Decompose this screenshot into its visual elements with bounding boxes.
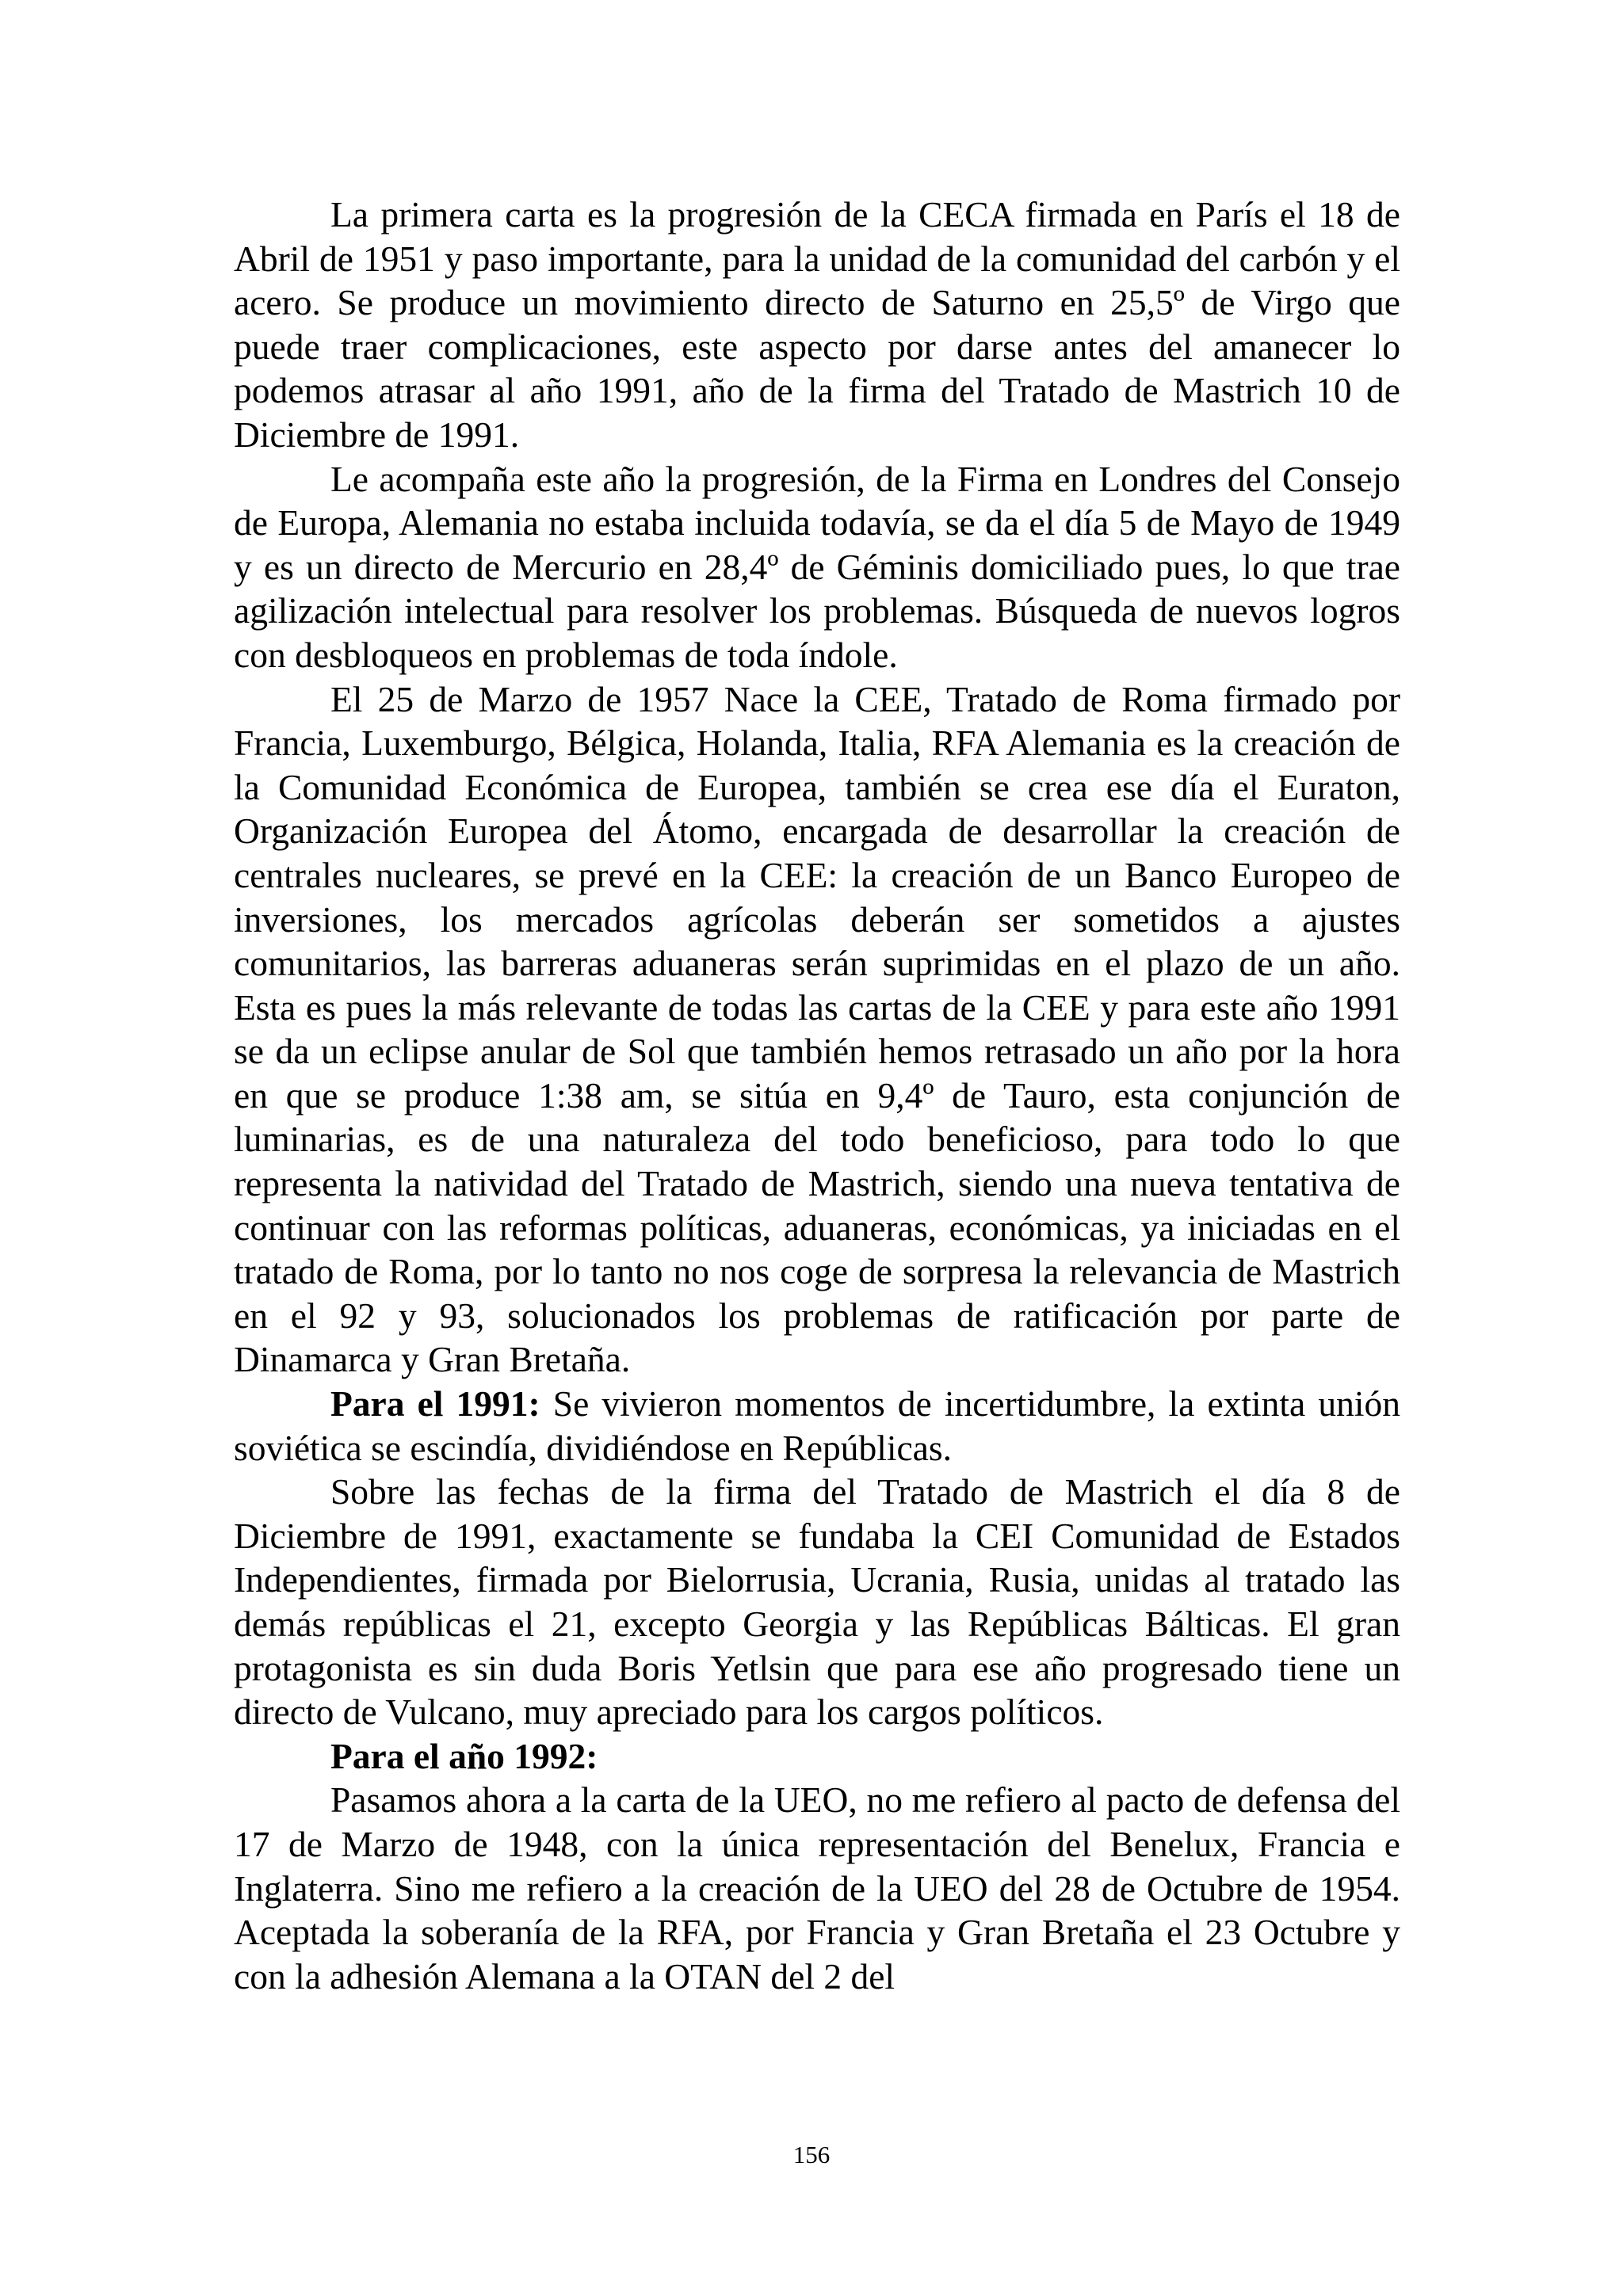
page-number: 156 [792,2141,831,2168]
paragraph-consejo-europa [234,457,1400,677]
paragraph-1991 [234,1382,1400,1470]
paragraph-ceca [234,193,1400,457]
paragraph-text: Pasamos ahora a la carta de la UEO, no me refiero al pacto de defensa del 17 de Marzo de 1948, con la única representación del Benelux, Francia e Inglaterra. Sino me refiero a la creación de la UEO del 28 de Octubre de 1954. Aceptada la soberanía de la RFA, por Francia y Gran Bretaña el 23 Octubre y con la adhesión Alemana a la OTAN del 2 del [234,1779,1400,1997]
paragraph-ueo [234,1778,1400,1998]
paragraph-text: Sobre las fechas de la firma del Tratado de Mastrich el día 8 de Diciembre de 1991, exactamente se fundaba la CEI Comunidad de Estados Independientes, firmada por Bielorrusia, Ucrania, Rusia, unidas al tratado las demás repúblicas el 21, excepto Georgia y las Repúblicas Bálticas. El gran protagonista es sin duda Boris Yetlsin que para ese año progresado tiene un directo de Vulcano, muy apreciado para los cargos políticos. [234,1471,1400,1733]
section-heading-1991: Para el 1991: [330,1383,540,1425]
paragraph-text: Se vivieron momentos de incertidumbre, la extinta unión soviética se escindía, dividiéndose en Repúblicas. [234,1383,1400,1468]
paragraph-text: La primera carta es la progresión de la CECA firmada en París el 18 de Abril de 1951 y paso importante, para la unidad de la comunidad del carbón y el acero. Se produce un movimiento directo de Saturno en 25,5º de Virgo que puede traer complicaciones, este aspecto por darse antes del amanecer lo podemos atrasar al año 1991, año de la firma del Tratado de Mastrich 10 de Diciembre de 1991. [234,194,1400,455]
paragraph-1992 [234,1734,1400,1779]
section-heading-1992: Para el año 1992: [330,1735,598,1776]
paragraph-cee [234,677,1400,1383]
paragraph-text: Le acompaña este año la progresión, de la Firma en Londres del Consejo de Europa, Alemania no estaba incluida todavía, se da el día 5 de Mayo de 1949 y es un directo de Mercurio en 28,4º de Géminis domiciliado pues, lo que trae agilización intelectual para resolver los problemas. Búsqueda de nuevos logros con desbloqueos en problemas de toda índole. [234,458,1400,675]
paragraph-text: El 25 de Marzo de 1957 Nace la CEE, Tratado de Roma firmado por Francia, Luxemburgo, Bélgica, Holanda, Italia, RFA Alemania es la creación de la Comunidad Económica de Europea, también se crea ese día el Euraton, Organización Europea del Átomo, encargada de desarrollar la creación de centrales nucleares, se prevé en la CEE: la creación de un Banco Europeo de inversiones, los mercados agrícolas deberán ser sometidos a ajustes comunitarios, las barreras aduaneras serán suprimidas en el plazo de un año. Esta es pues la más relevante de todas las cartas de la CEE y para este año 1991 se da un eclipse anular de Sol que también hemos retrasado un año por la hora en que se produce 1:38 am, se sitúa en 9,4º de Tauro, esta conjunción de luminarias, es de una naturaleza del todo beneficioso, para todo lo que representa la natividad del Tratado de Mastrich, siendo una nueva tentativa de continuar con las reformas políticas, aduaneras, económicas, ya iniciadas en el tratado de Roma, por lo tanto no nos coge de sorpresa la relevancia de Mastrich en el 92 y 93, solucionados los problemas de ratificación por parte de Dinamarca y Gran Bretaña. [234,678,1400,1380]
page-body [234,193,1400,1998]
paragraph-mastrich-cei [234,1470,1400,1734]
